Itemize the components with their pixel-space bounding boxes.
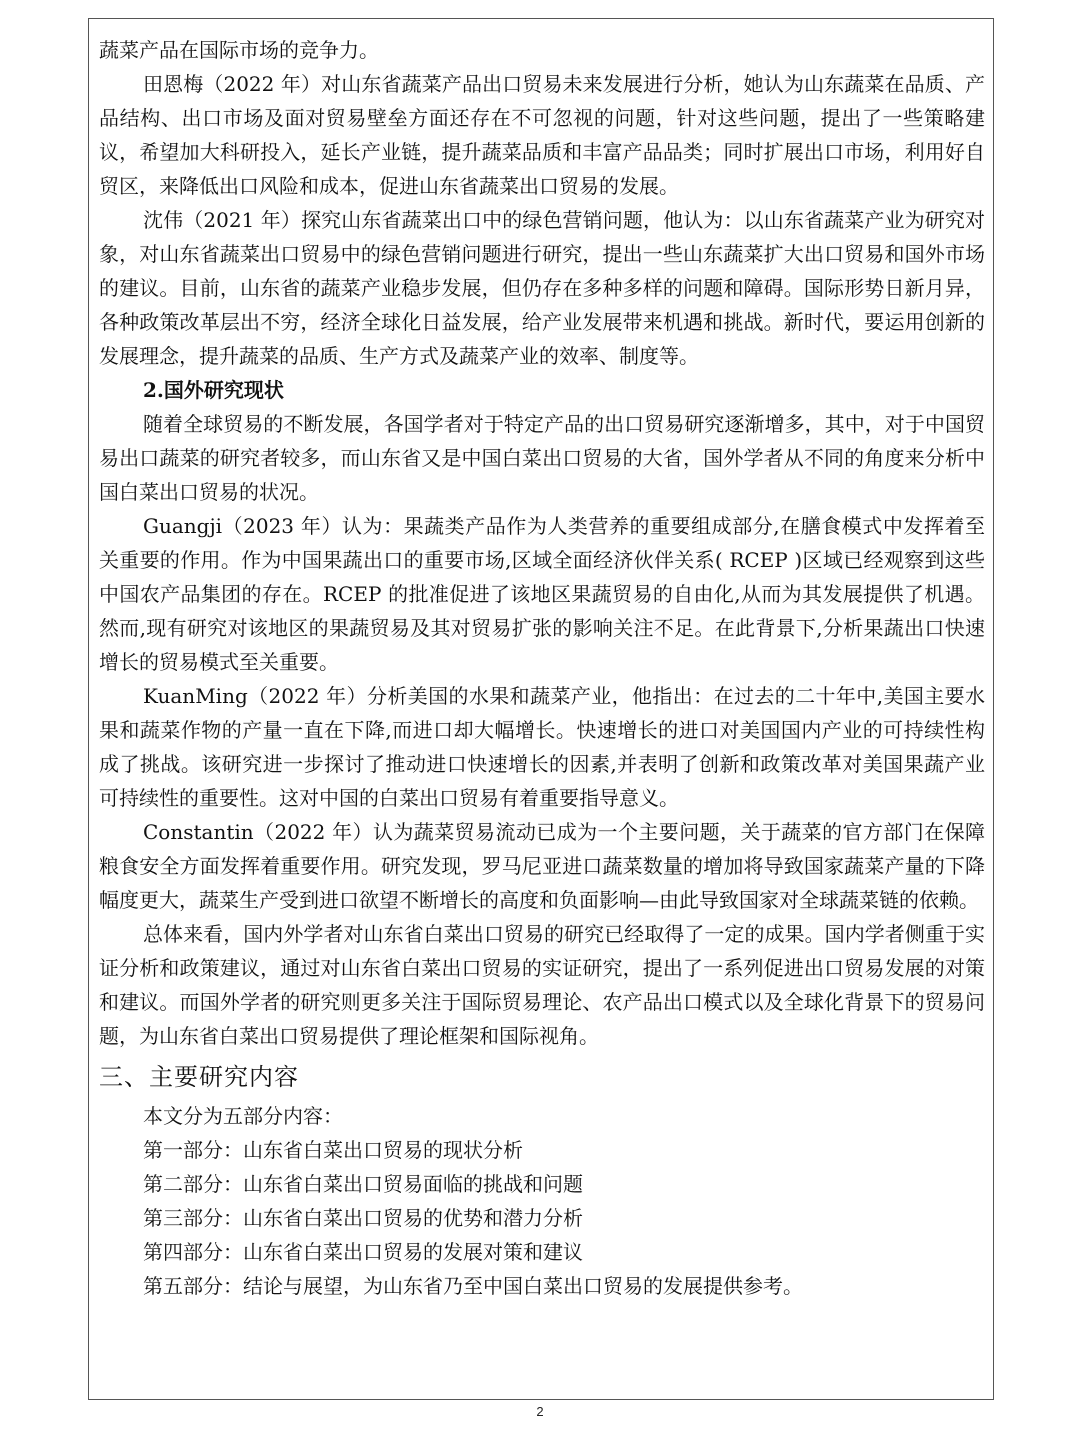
content-list-intro: 本文分为五部分内容： [143,1104,343,1128]
document-frame [88,18,994,1400]
content-list-item: 第一部分：山东省白菜出口贸易的现状分析 [143,1138,523,1162]
paragraph-shen-wei: 沈伟（2021 年）探究山东省蔬菜出口中的绿色营销问题，他认为：以山东省蔬菜产业为研究对象，对山东省蔬菜出口贸易中的绿色营销问题进行研究，提出一些山东蔬菜扩大出口贸易和国外市场的建议。目前，山东省的蔬菜产业稳步发展，但仍存在多种多样的问题和障碍。国际形势日新月异，各种政策改革层出不穷，经济全球化日益发展，给产业发展带来机遇和挑战。新时代，要运用创新的发展理念，提升蔬菜的品质、生产方式及蔬菜产业的效率、制度等。 [99,208,985,368]
paragraph-continuation: 蔬菜产品在国际市场的竞争力。 [99,38,379,62]
paragraph-guangji: Guangji（2023 年）认为：果蔬类产品作为人类营养的重要组成部分,在膳食模式中发挥着至关重要的作用。作为中国果蔬出口的重要市场,区域全面经济伙伴关系( RCEP )区域已经观察到这些中国农产品集团的存在。RCEP 的批准促进了该地区果蔬贸易的自由化,从而为其发展提供了机遇。然而,现有研究对该地区的果蔬贸易及其对贸易扩张的影响关注不足。在此背景下,分析果蔬出口快速增长的贸易模式至关重要。 [99,514,985,674]
content-list-item: 第二部分：山东省白菜出口贸易面临的挑战和问题 [143,1172,583,1196]
page-number: 2 [536,1404,544,1419]
foreign-research-heading: 2.国外研究现状 [143,378,284,402]
paragraph-summary: 总体来看，国内外学者对山东省白菜出口贸易的研究已经取得了一定的成果。国内学者侧重于实证分析和政策建议，通过对山东省白菜出口贸易的实证研究，提出了一系列促进出口贸易发展的对策和建议。而国外学者的研究则更多关注于国际贸易理论、农产品出口模式以及全球化背景下的贸易问题，为山东省白菜出口贸易提供了理论框架和国际视角。 [99,922,985,1048]
main-content-heading: 三、主要研究内容 [99,1063,299,1091]
paragraph-foreign-intro: 随着全球贸易的不断发展，各国学者对于特定产品的出口贸易研究逐渐增多，其中，对于中国贸易出口蔬菜的研究者较多，而山东省又是中国白菜出口贸易的大省，国外学者从不同的角度来分析中国白菜出口贸易的状况。 [99,412,985,504]
paragraph-tian-enmei: 田恩梅（2022 年）对山东省蔬菜产品出口贸易未来发展进行分析，她认为山东蔬菜在品质、产品结构、出口市场及面对贸易壁垒方面还存在不可忽视的问题，针对这些问题，提出了一些策略建议，希望加大科研投入，延长产业链，提升蔬菜品质和丰富产品品类；同时扩展出口市场，利用好自贸区，来降低出口风险和成本，促进山东省蔬菜出口贸易的发展。 [99,72,985,198]
paragraph-kuanming: KuanMing（2022 年）分析美国的水果和蔬菜产业，他指出：在过去的二十年中,美国主要水果和蔬菜作物的产量一直在下降,而进口却大幅增长。快速增长的进口对美国国内产业的可持续性构成了挑战。该研究进一步探讨了推动进口快速增长的因素,并表明了创新和政策改革对美国果蔬产业可持续性的重要性。这对中国的白菜出口贸易有着重要指导意义。 [99,684,985,810]
content-list-item: 第五部分：结论与展望，为山东省乃至中国白菜出口贸易的发展提供参考。 [143,1274,803,1298]
content-list-item: 第三部分：山东省白菜出口贸易的优势和潜力分析 [143,1206,583,1230]
paragraph-constantin: Constantin（2022 年）认为蔬菜贸易流动已成为一个主要问题，关于蔬菜的官方部门在保障粮食安全方面发挥着重要作用。研究发现，罗马尼亚进口蔬菜数量的增加将导致国家蔬菜产量的下降幅度更大，蔬菜生产受到进口欲望不断增长的高度和负面影响—由此导致国家对全球蔬菜链的依赖。 [99,820,985,912]
content-list-item: 第四部分：山东省白菜出口贸易的发展对策和建议 [143,1240,583,1264]
